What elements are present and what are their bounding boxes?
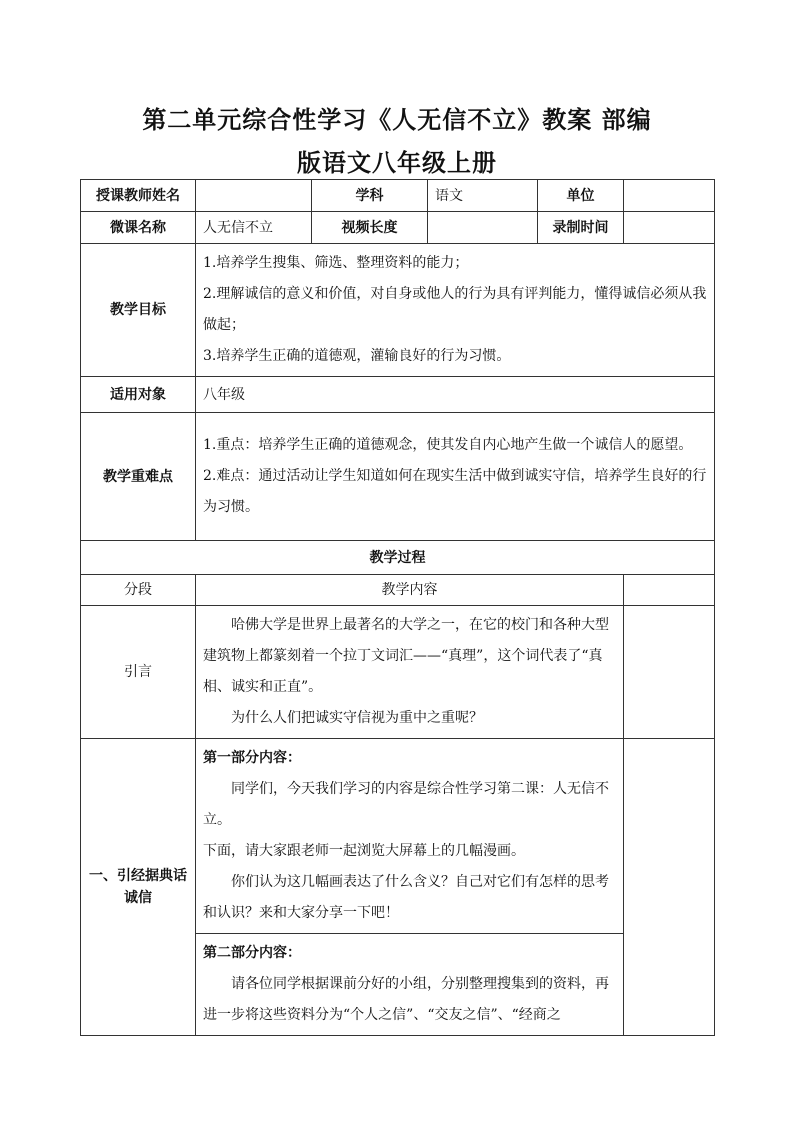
part2-title: 第二部分内容： — [203, 945, 301, 961]
goals-row — [81, 244, 715, 377]
keypoints-row — [81, 413, 715, 541]
section1-stage: 一、引经据典话诚信 — [81, 739, 196, 1036]
content-column-header: 教学内容 — [196, 575, 624, 606]
part1-title: 第一部分内容： — [203, 750, 301, 766]
section1-extra-cell — [624, 739, 715, 1036]
process-columns-row — [81, 575, 715, 606]
section1-part1 — [196, 739, 624, 934]
keypoints-label: 教学重难点 — [81, 413, 196, 541]
document-title-line1: 第二单元综合性学习《人无信不立》教案 部编 — [142, 106, 652, 134]
goal-item: 1.培养学生搜集、筛选、整理资料的能力； — [203, 255, 469, 271]
info-row-1 — [81, 180, 715, 212]
lesson-plan-table — [80, 179, 715, 1036]
intro-stage: 引言 — [81, 606, 196, 739]
extra-column-cell — [624, 575, 715, 606]
goal-item: 2.理解诚信的意义和价值，对自身或他人的行为具有评判能力，懂得诚信必须从我做起； — [203, 286, 707, 333]
teacher-label: 授课教师姓名 — [81, 180, 196, 212]
intro-extra-cell — [624, 606, 715, 739]
intro-content — [196, 606, 624, 739]
unit-label: 单位 — [538, 180, 624, 212]
part1-paragraph: 同学们，今天我们学习的内容是综合性学习第二课：人无信不立。 — [203, 781, 609, 828]
lesson-value: 人无信不立 — [196, 212, 312, 244]
info-row-2 — [81, 212, 715, 244]
audience-value: 八年级 — [196, 377, 715, 413]
subject-label: 学科 — [312, 180, 428, 212]
document-title-line2: 版语文八年级上册 — [297, 149, 497, 177]
record-label: 录制时间 — [538, 212, 624, 244]
keypoint-item: 2.难点：通过活动让学生知道如何在现实生活中做到诚实守信，培养学生良好的行为习惯。 — [203, 468, 707, 515]
audience-label: 适用对象 — [81, 377, 196, 413]
lesson-label: 微课名称 — [81, 212, 196, 244]
goals-label: 教学目标 — [81, 244, 196, 377]
stage-column-header: 分段 — [81, 575, 196, 606]
duration-label: 视频长度 — [312, 212, 428, 244]
keypoints-content — [196, 413, 715, 541]
subject-value: 语文 — [428, 180, 538, 212]
intro-row — [81, 606, 715, 739]
process-heading-row — [81, 541, 715, 575]
record-value — [624, 212, 715, 244]
teacher-value — [196, 180, 312, 212]
process-heading: 教学过程 — [81, 541, 715, 575]
keypoint-item: 1.重点：培养学生正确的道德观念，使其发自内心地产生做一个诚信人的愿望。 — [203, 437, 693, 453]
section1-row — [81, 739, 715, 934]
part2-paragraph: 请各位同学根据课前分好的小组，分别整理搜集到的资料，再进一步将这些资料分为“个人之信”、“交友之信”、“经商之 — [203, 976, 609, 1023]
section1-part2 — [196, 934, 624, 1036]
duration-value — [428, 212, 538, 244]
intro-question: 为什么人们把诚实守信视为重中之重呢？ — [231, 710, 483, 726]
unit-value — [624, 180, 715, 212]
goals-content — [196, 244, 715, 377]
intro-paragraph: 哈佛大学是世界上最著名的大学之一，在它的校门和各种大型建筑物上都篆刻着一个拉丁文词汇——“真理”，这个词代表了“真相、诚实和正直”。 — [203, 617, 609, 695]
part1-paragraph: 你们认为这几幅画表达了什么含义？自己对它们有怎样的思考和认识？来和大家分享一下吧！ — [203, 874, 609, 921]
goal-item: 3.培养学生正确的道德观，灌输良好的行为习惯。 — [203, 348, 511, 364]
part1-paragraph: 下面，请大家跟老师一起浏览大屏幕上的几幅漫画。 — [203, 843, 525, 859]
audience-row — [81, 377, 715, 413]
